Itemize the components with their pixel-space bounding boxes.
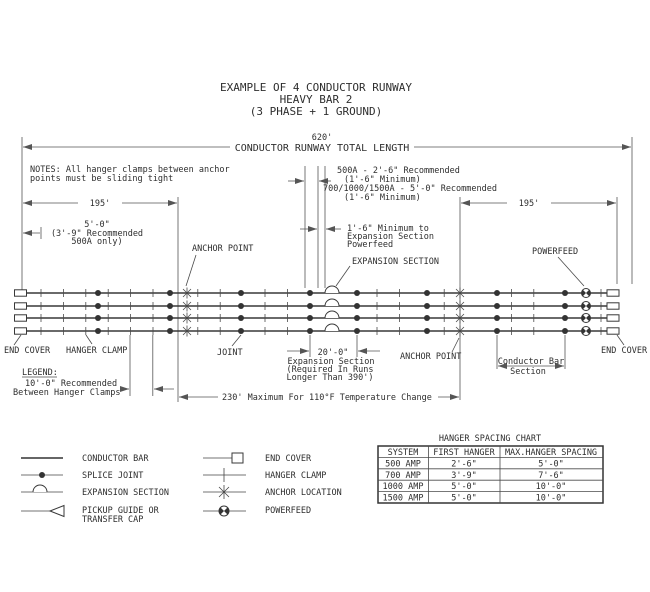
splice-joint <box>354 315 360 321</box>
cell-first-hanger: 2'-6" <box>451 459 477 470</box>
splice-joint-symbol <box>21 472 63 478</box>
splice-joint <box>562 303 568 309</box>
cell-system: 700 AMP <box>385 470 421 481</box>
cell-system: 500 AMP <box>385 459 421 470</box>
title-line-1: EXAMPLE OF 4 CONDUCTOR RUNWAY <box>219 81 413 94</box>
expansion-powerfeed-line-1: 1'-6" Minimum to <box>347 224 429 234</box>
expansion-gap-line-2: Expansion Section <box>287 357 375 367</box>
hanger-spacing-note-2: Between Hanger Clamps <box>13 388 121 398</box>
splice-joint <box>238 328 244 334</box>
hanger-clamp-symbol <box>203 468 246 482</box>
expansion-section <box>325 299 339 306</box>
table-header-max-spacing: MAX.HANGER SPACING <box>504 448 598 458</box>
total-length-value: 620' <box>311 133 333 143</box>
hanger-spacing-chart <box>378 434 603 504</box>
powerfeed-clearance-line-3: 700/1000/1500A - 5'-0" Recommended <box>323 184 497 194</box>
notes-block <box>30 165 230 184</box>
conductor-bar-section-dimension <box>497 335 565 377</box>
splice-joint <box>167 303 173 309</box>
table-header-first-hanger: FIRST HANGER <box>433 448 495 458</box>
expansion-section-symbol <box>21 485 63 492</box>
splice-joint <box>95 290 101 296</box>
splice-joint <box>494 315 500 321</box>
anchor-point-left-callout <box>186 244 253 286</box>
expansion-gap-value: 20'-0" <box>317 348 349 358</box>
cell-max-spacing: 10'-0" <box>535 493 567 504</box>
splice-joint <box>354 290 360 296</box>
expansion-gap-line-3: (Required In Runs <box>286 365 374 375</box>
splice-joint <box>238 290 244 296</box>
first-hanger-line-2: (3'-9" Recommended <box>50 229 144 239</box>
end-cover <box>607 290 619 296</box>
end-cover <box>607 303 619 309</box>
expansion-section <box>325 311 339 318</box>
leader-line <box>617 335 624 345</box>
cell-max-spacing: 7'-6" <box>538 470 564 481</box>
splice-joint <box>307 315 313 321</box>
cell-first-hanger: 5'-0" <box>451 493 477 504</box>
anchor-point-right-callout <box>400 338 461 362</box>
cell-first-hanger: 3'-9" <box>451 470 477 481</box>
end-cover <box>15 328 27 334</box>
table-header-system: SYSTEM <box>387 448 419 458</box>
anchor-point-right-label: ANCHOR POINT <box>400 352 462 362</box>
notes-line-1: NOTES: All hanger clamps between anchor <box>30 165 230 175</box>
legend-label-end-cover: END COVER <box>265 454 312 464</box>
splice-joint <box>494 328 500 334</box>
legend-label-anchor-location: ANCHOR LOCATION <box>265 488 342 498</box>
splice-joint <box>424 303 430 309</box>
legend-label-pickup-guide-1: PICKUP GUIDE OR <box>82 506 159 516</box>
first-hanger-line-3: 500A only) <box>71 237 123 247</box>
powerfeed-callout <box>532 247 584 286</box>
expansion-gap-line-4: Longer Than 390') <box>286 373 374 383</box>
leader-line <box>186 255 196 286</box>
splice-joint <box>494 303 500 309</box>
splice-joint <box>238 315 244 321</box>
runway-bars <box>15 286 620 337</box>
legend-label-conductor-bar: CONDUCTOR BAR <box>82 454 149 464</box>
cell-system: 1500 AMP <box>382 493 424 504</box>
splice-joint <box>238 303 244 309</box>
leader-line <box>86 335 92 344</box>
left-span-value: 195' <box>89 199 111 209</box>
expansion-section-callout <box>336 257 439 286</box>
leader-line <box>558 257 584 286</box>
table-row <box>385 471 564 481</box>
legend-label-powerfeed: POWERFEED <box>265 506 312 516</box>
leader-line <box>452 338 459 352</box>
splice-joint <box>494 290 500 296</box>
expansion-section <box>325 286 339 293</box>
notes-line-2: points must be sliding tight <box>30 174 174 184</box>
legend-middle-column <box>203 453 342 516</box>
hanger-clamp-label: HANGER CLAMP <box>66 346 128 356</box>
splice-joint <box>95 328 101 334</box>
temperature-note: 230' Maximum For 110°F Temperature Change <box>222 393 432 403</box>
expansion-section <box>325 324 339 331</box>
cell-max-spacing: 10'-0" <box>535 482 567 493</box>
first-hanger-line-1: 5'-0" <box>84 220 110 230</box>
leader-line <box>336 266 350 286</box>
splice-joint <box>424 290 430 296</box>
hanger-spacing-note-1: 10'-0" Recommended <box>25 379 118 389</box>
table-row <box>383 482 567 492</box>
first-hanger-note <box>23 220 143 247</box>
cell-system: 1000 AMP <box>382 482 424 493</box>
total-length-label: CONDUCTOR RUNWAY TOTAL LENGTH <box>234 143 410 154</box>
cell-first-hanger: 5'-0" <box>451 482 477 493</box>
table-row <box>383 494 567 504</box>
leader-line <box>232 335 241 346</box>
powerfeed-clearance-line-1: 500A - 2'-6" Recommended <box>337 166 460 176</box>
right-span-value: 195' <box>518 199 540 209</box>
title-line-3: (3 PHASE + 1 GROUND) <box>249 105 383 118</box>
hanger-clamp-callout <box>66 335 127 356</box>
temperature-note-dimension <box>179 393 459 403</box>
legend-header: LEGEND: <box>22 368 58 378</box>
end-cover <box>607 328 619 334</box>
end-cover <box>607 315 619 321</box>
conductor-bar-section-line-2: Section <box>510 367 546 377</box>
conductor-bar-section-line-1: Conductor Bar <box>497 357 565 367</box>
splice-joint <box>307 290 313 296</box>
splice-joint <box>424 315 430 321</box>
splice-joint <box>167 290 173 296</box>
legend-header-block <box>13 335 174 398</box>
end-cover <box>15 315 27 321</box>
pickup-guide-symbol <box>21 506 64 517</box>
splice-joint <box>424 328 430 334</box>
splice-joint <box>95 315 101 321</box>
splice-joint <box>167 315 173 321</box>
expansion-gap-dimension <box>287 335 381 383</box>
splice-joint <box>562 328 568 334</box>
legend-label-pickup-guide-2: TRANSFER CAP <box>82 515 144 525</box>
powerfeed-clearance-line-2: (1'-6" Minimum) <box>344 175 421 185</box>
splice-joint <box>167 328 173 334</box>
expansion-powerfeed-line-2: Expansion Section <box>347 232 434 242</box>
end-cover-left-callout <box>4 335 51 356</box>
end-cover-right-label: END COVER <box>601 346 648 356</box>
end-cover <box>15 303 27 309</box>
legend-label-expansion-section: EXPANSION SECTION <box>82 488 169 498</box>
splice-joint <box>562 315 568 321</box>
end-cover-left-label: END COVER <box>4 346 51 356</box>
drawing-title <box>220 81 412 118</box>
legend-label-splice-joint: SPLICE JOINT <box>82 471 144 481</box>
powerfeed-clearance-line-4: (1'-6" Minimum) <box>344 193 421 203</box>
splice-joint <box>307 303 313 309</box>
legend-label-hanger-clamp: HANGER CLAMP <box>265 471 327 481</box>
end-cover-symbol <box>203 453 243 463</box>
chart-title: HANGER SPACING CHART <box>438 434 542 444</box>
splice-joint <box>95 303 101 309</box>
total-length-dimension <box>22 133 632 290</box>
table-row <box>385 459 564 469</box>
powerfeed-label: POWERFEED <box>532 247 579 257</box>
anchor-point-left-label: ANCHOR POINT <box>192 244 254 254</box>
splice-joint <box>354 328 360 334</box>
end-cover-right-callout <box>601 335 648 356</box>
expansion-powerfeed-note <box>300 224 434 250</box>
powerfeed-symbol <box>203 506 246 516</box>
splice-joint <box>562 290 568 296</box>
leader-line <box>14 335 21 345</box>
cell-max-spacing: 5'-0" <box>538 459 564 470</box>
splice-joint <box>307 328 313 334</box>
end-cover <box>15 290 27 296</box>
title-line-2: HEAVY BAR 2 <box>279 93 353 106</box>
anchor-location-symbol <box>203 485 246 499</box>
joint-label: JOINT <box>217 348 243 358</box>
legend-left-column <box>21 454 169 525</box>
joint-callout <box>217 335 243 358</box>
splice-joint <box>354 303 360 309</box>
expansion-section-label: EXPANSION SECTION <box>352 257 439 267</box>
expansion-powerfeed-line-3: Powerfeed <box>347 240 394 250</box>
